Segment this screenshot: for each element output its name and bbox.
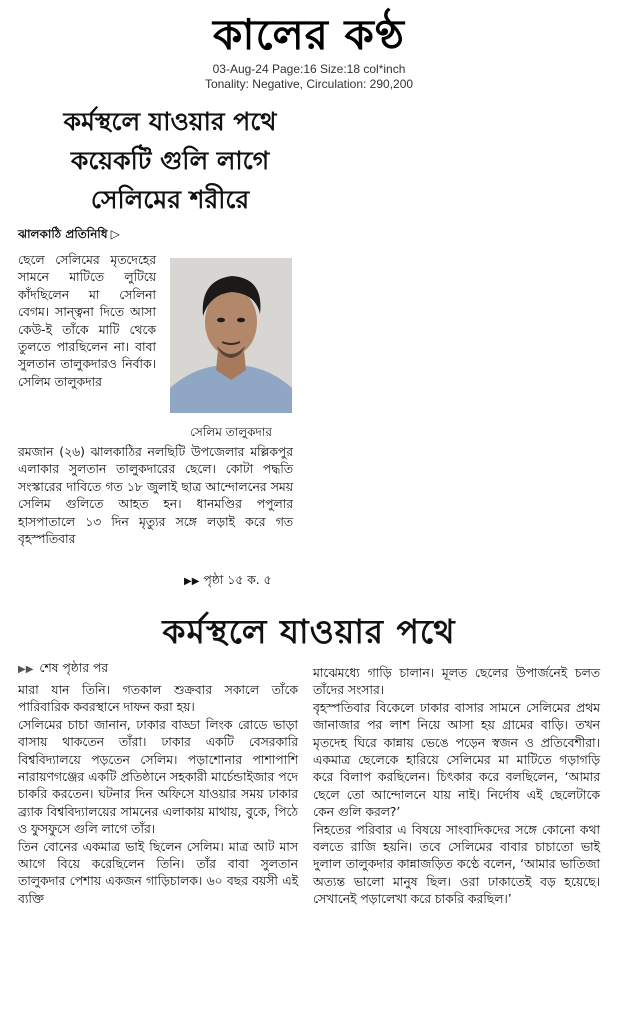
portrait-photo xyxy=(170,258,292,413)
left-paragraph-3: তিন বোনের একমাত্র ভাই ছিলেন সেলিম। মাত্র আট মাস আগে বিয়ে করেছিলেন তিনি। তাঁর বাবা সুলতান তালুকদার পেশায় একজন গাড়িচালক। ৬০ বছর বয়সী এই ব্যক্তি xyxy=(18,839,298,906)
left-paragraph-2: সেলিমের চাচা জানান, ঢাকার বাড্ডা লিংক রোডে ভাড়া বাসায় থাকতেন তাঁরা। ঢাকার একটি বেসরকারি বিশ্ববিদ্যালয়ে পড়তেন সেলিম। পড়াশোনার পাশাপাশি নারায়ণগঞ্জের একটি প্রতিষ্ঠানে সহকারী মার্চেন্ডাইজার পদে চাকরি করতেন। ঘটনার দিন অফিসে যাওয়ার সময় ঢাকার ব্র্যাক বিশ্ববিদ্যালয়ের সামনের এলাকায় মাথায়, বুকে, পিঠে ও ফুসফুসে গুলি লাগে তাঁর। xyxy=(18,717,298,837)
page-jump-reference xyxy=(184,572,272,592)
photo-caption: সেলিম তালুকদার xyxy=(190,425,272,439)
continuation-headline: কর্মস্থলে যাওয়ার পথে xyxy=(162,612,456,651)
byline-arrow-icon: ▷ xyxy=(110,227,120,241)
byline-text: ঝালকাঠি প্রতিনিধি xyxy=(18,227,108,241)
jump-arrow-icon: ▶▶ xyxy=(184,576,200,587)
byline xyxy=(18,226,120,246)
clipping-meta-line1: 03-Aug-24 Page:16 Size:18 col*inch xyxy=(212,62,406,76)
continuation-label-text: শেষ পৃষ্ঠার পর xyxy=(39,661,109,675)
continuation-label xyxy=(18,660,108,680)
continuation-column-right xyxy=(313,665,600,909)
lead-paragraph-wide: রমজান (২৬) ঝালকাঠির নলছিটি উপজেলার মল্লিকপুর এলাকার সুলতান তালুকদারের ছেলে। কোটা পদ্ধতি সংস্কারের দাবিতে গত ১৮ জুলাই ছাত্র আন্দোলনের সময় সেলিম গুলিতে আহত হন। ধানমণ্ডির পপুলার হাসপাতালে ১৩ দিন মৃত্যুর সঙ্গে লড়াই করে গত বৃহস্পতিবার xyxy=(18,445,293,547)
right-paragraph-1: মাঝেমধ্যে গাড়ি চালান। মূলত ছেলের উপার্জনেই চলত তাঁদের সংসার। xyxy=(313,666,600,698)
jump-text: পৃষ্ঠা ১৫ ক. ৫ xyxy=(203,573,272,587)
continuation-arrow-icon: ▶▶ xyxy=(18,664,34,675)
clipping-meta-line2: Tonality: Negative, Circulation: 290,200 xyxy=(204,77,414,91)
headline-line-1: কর্মস্থলে যাওয়ার পথে xyxy=(63,107,277,136)
lead-paragraph-narrow: ছেলে সেলিমের মৃতদেহের সামনে মাটিতে লুটিয়ে কাঁদছিলেন মা সেলিনা বেগম। সান্ত্বনা দিতে আসা কেউ-ই তাঁকে মাটি থেকে তুলতে পারছিলেন না। বাবা সুলতান তালুকদারও নির্বাক। সেলিম তালুকদার xyxy=(18,253,156,389)
right-paragraph-3: নিহতের পরিবার এ বিষয়ে সাংবাদিকদের সঙ্গে কোনো কথা বলতে রাজি হয়নি। তবে সেলিমের বাবার চাচাতো ভাই দুলাল তালুকদার কান্নাজড়িত কণ্ঠে বলেন, ‘আমার ভাতিজা অত্যন্ত ভালো মানুষ ছিল। ওরা ঢাকাতেই বড় হয়েছে। সেখানেই পড়ালেখা করে চাকরি করছিল।’ xyxy=(313,822,600,907)
headline-line-3: সেলিমের শরীরে xyxy=(90,185,250,214)
headline-line-2: কয়েকটি গুলি লাগে xyxy=(70,146,270,175)
continuation-column-left xyxy=(18,682,298,908)
newspaper-masthead: কালের কণ্ঠ xyxy=(213,10,405,59)
right-paragraph-2: বৃহস্পতিবার বিকেলে ঢাকার বাসার সামনে সেলিমের প্রথম জানাজার পর লাশ নিয়ে আসা হয় গ্রামের বাড়ি। তখন মৃতদেহ ঘিরে কান্নায় ভেঙে পড়েন স্বজন ও প্রতিবেশীরা। একমাত্র ছেলেকে হারিয়ে সেলিমের মা মাটিতে গড়াগড়ি করে বিলাপ করছিলেন। চিৎকার করে বলছিলেন, ‘আমার ছেলে তো আন্দোলনে যায় নাই। নির্দোষ এই ছেলেটাকে কেন গুলি করল?’ xyxy=(313,700,600,820)
portrait-illustration xyxy=(170,258,292,413)
article-headline xyxy=(20,102,320,219)
left-paragraph-1: মারা যান তিনি। গতকাল শুক্রবার সকালে তাঁকে পারিবারিক কবরস্থানে দাফন করা হয়। xyxy=(18,683,298,715)
